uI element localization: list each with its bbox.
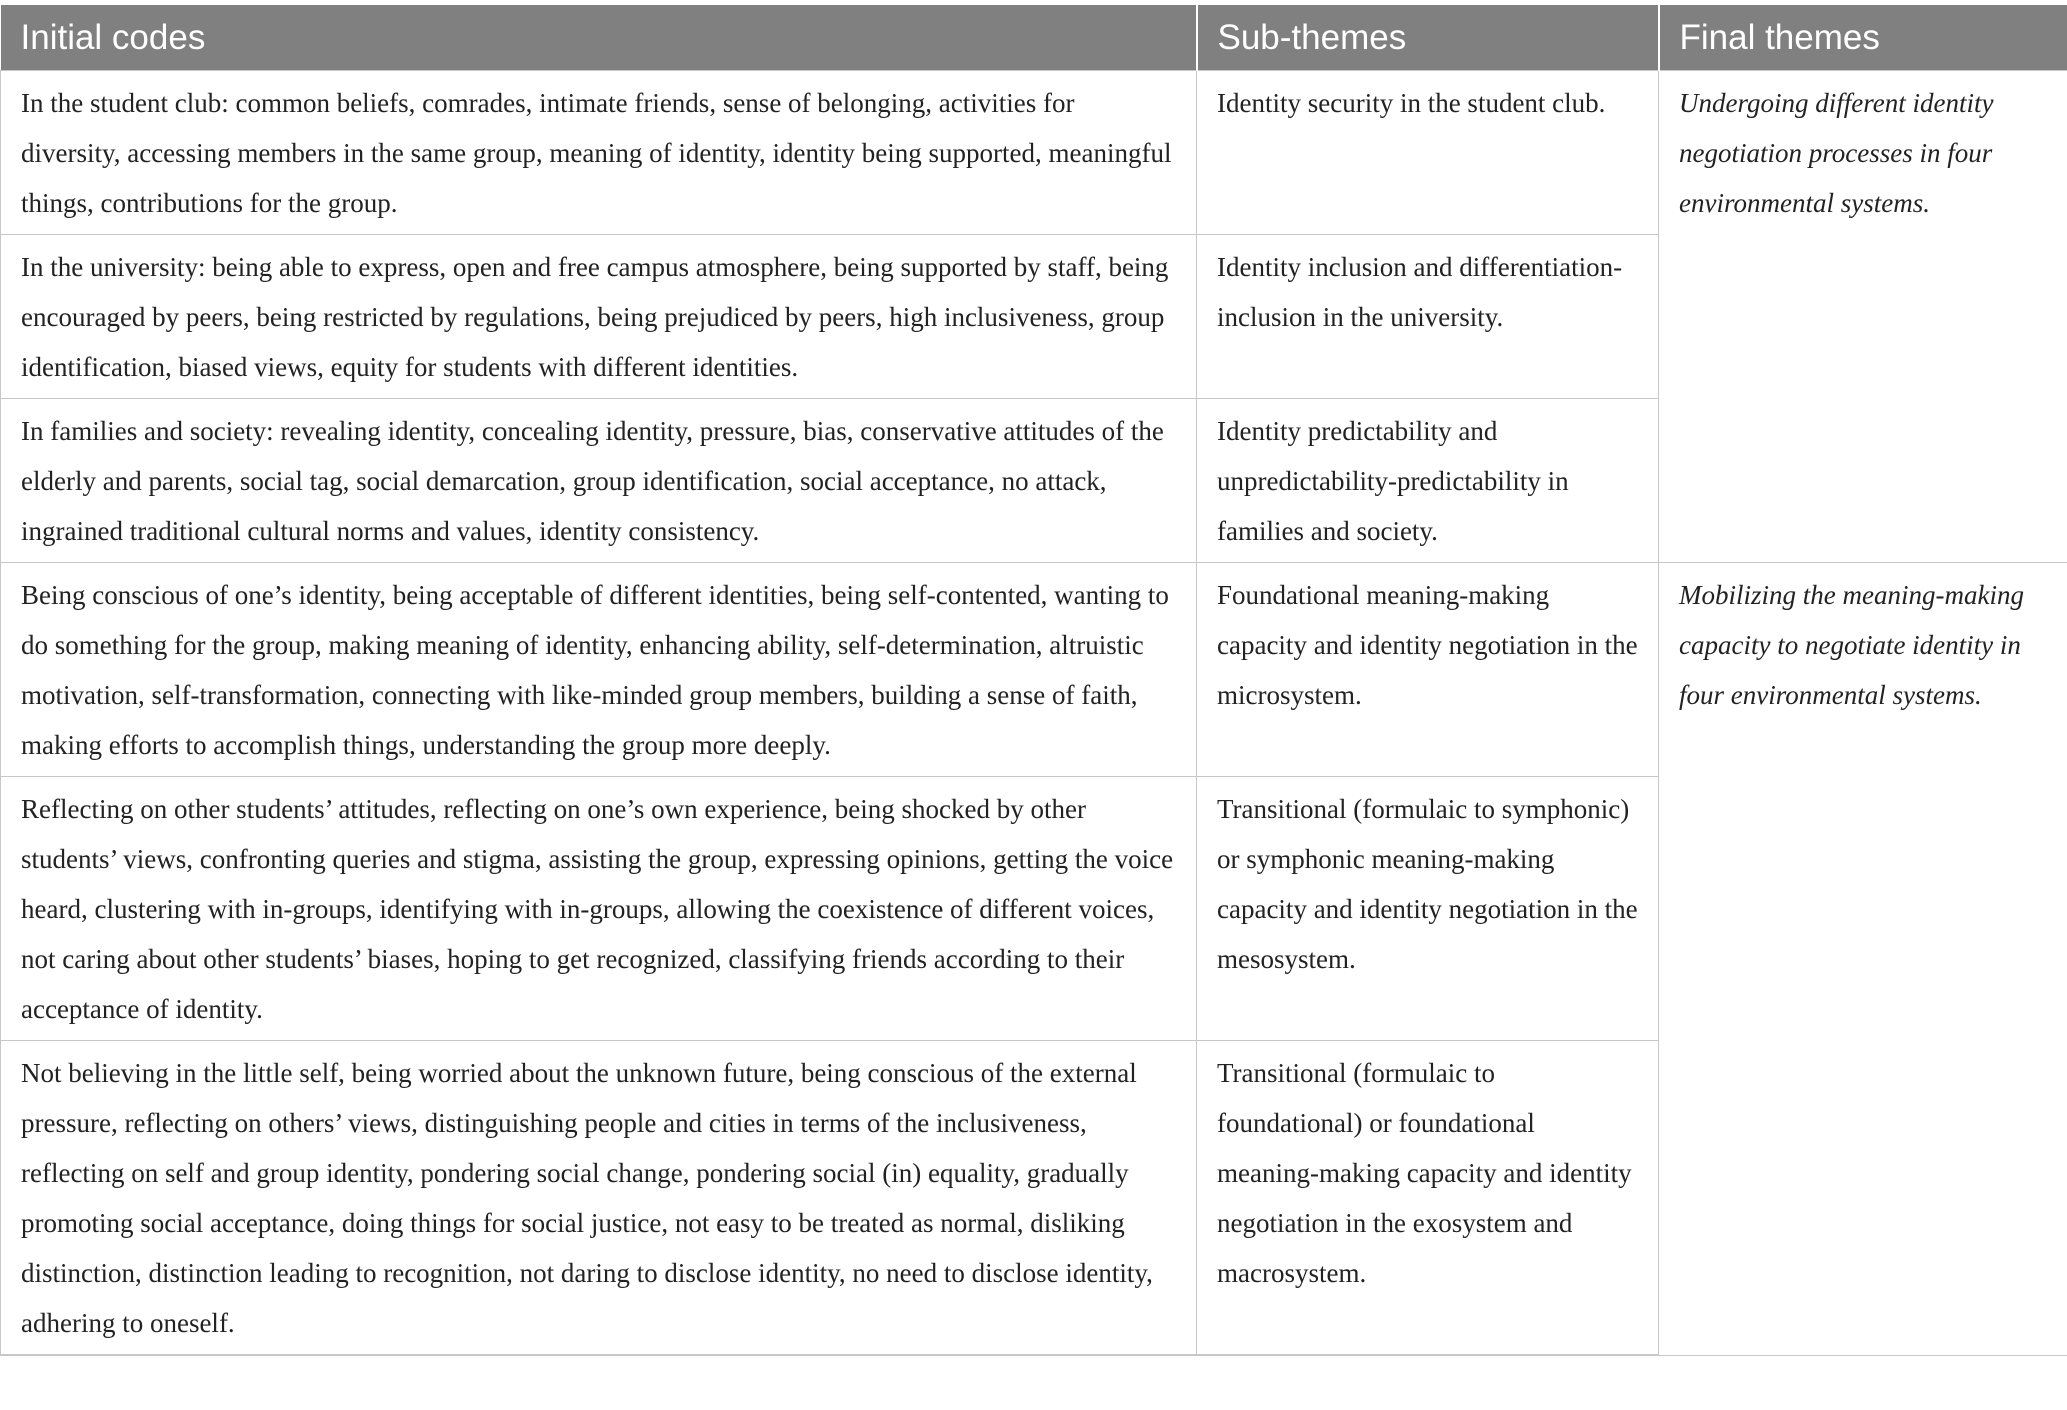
sub-theme-cell: Foundational meaning-making capacity and identity negotiation in the microsystem.: [1197, 563, 1659, 777]
header-row: [1, 5, 2067, 71]
themes-table: [0, 5, 2067, 1356]
initial-codes-cell: Being conscious of one’s identity, being acceptable of different identities, being self-contented, wanting to do something for the group, making meaning of identity, enhancing ability, self-determination, altruistic motivation, self-transformation, connecting with like-minded group members, building a sense of faith, making efforts to accomplish things, understanding the group more deeply.: [1, 563, 1197, 777]
sub-theme-cell: Identity inclusion and differentiation-inclusion in the university.: [1197, 235, 1659, 399]
final-theme-cell: Mobilizing the meaning-making capacity to negotiate identity in four environmental systems.: [1659, 563, 2067, 1356]
sub-theme-cell: Identity predictability and unpredictability-predictability in families and society.: [1197, 399, 1659, 563]
final-theme-cell: Undergoing different identity negotiation processes in four environmental systems.: [1659, 71, 2067, 563]
header-final-themes: Final themes: [1659, 5, 2067, 71]
initial-codes-cell: In the student club: common beliefs, comrades, intimate friends, sense of belonging, activities for diversity, accessing members in the same group, meaning of identity, identity being supported, meaningful things, contributions for the group.: [1, 71, 1197, 235]
header-initial-codes: Initial codes: [1, 5, 1197, 71]
table-body: [1, 71, 2067, 1356]
initial-codes-cell: Reflecting on other students’ attitudes, reflecting on one’s own experience, being shocked by other students’ views, confronting queries and stigma, assisting the group, expressing opinions, getting the voice heard, clustering with in-groups, identifying with in-groups, allowing the coexistence of different voices, not caring about other students’ biases, hoping to get recognized, classifying friends according to their acceptance of identity.: [1, 777, 1197, 1041]
initial-codes-cell: Not believing in the little self, being worried about the unknown future, being conscious of the external pressure, reflecting on others’ views, distinguishing people and cities in terms of the inclusiveness, reflecting on self and group identity, pondering social change, pondering social (in) equality, gradually promoting social acceptance, doing things for social justice, not easy to be treated as normal, disliking distinction, distinction leading to recognition, not daring to disclose identity, no need to disclose identity, adhering to oneself.: [1, 1041, 1197, 1356]
sub-theme-cell: Transitional (formulaic to foundational) or foundational meaning-making capacity and identity negotiation in the exosystem and macrosystem.: [1197, 1041, 1659, 1356]
table-header: [1, 5, 2067, 71]
sub-theme-cell: Identity security in the student club.: [1197, 71, 1659, 235]
header-sub-themes: Sub-themes: [1197, 5, 1659, 71]
table-row: [1, 563, 2067, 777]
table-row: [1, 71, 2067, 235]
sub-theme-cell: Transitional (formulaic to symphonic) or symphonic meaning-making capacity and identity negotiation in the mesosystem.: [1197, 777, 1659, 1041]
initial-codes-cell: In families and society: revealing identity, concealing identity, pressure, bias, conservative attitudes of the elderly and parents, social tag, social demarcation, group identification, social acceptance, no attack, ingrained traditional cultural norms and values, identity consistency.: [1, 399, 1197, 563]
initial-codes-cell: In the university: being able to express, open and free campus atmosphere, being supported by staff, being encouraged by peers, being restricted by regulations, being prejudiced by peers, high inclusiveness, group identification, biased views, equity for students with different identities.: [1, 235, 1197, 399]
